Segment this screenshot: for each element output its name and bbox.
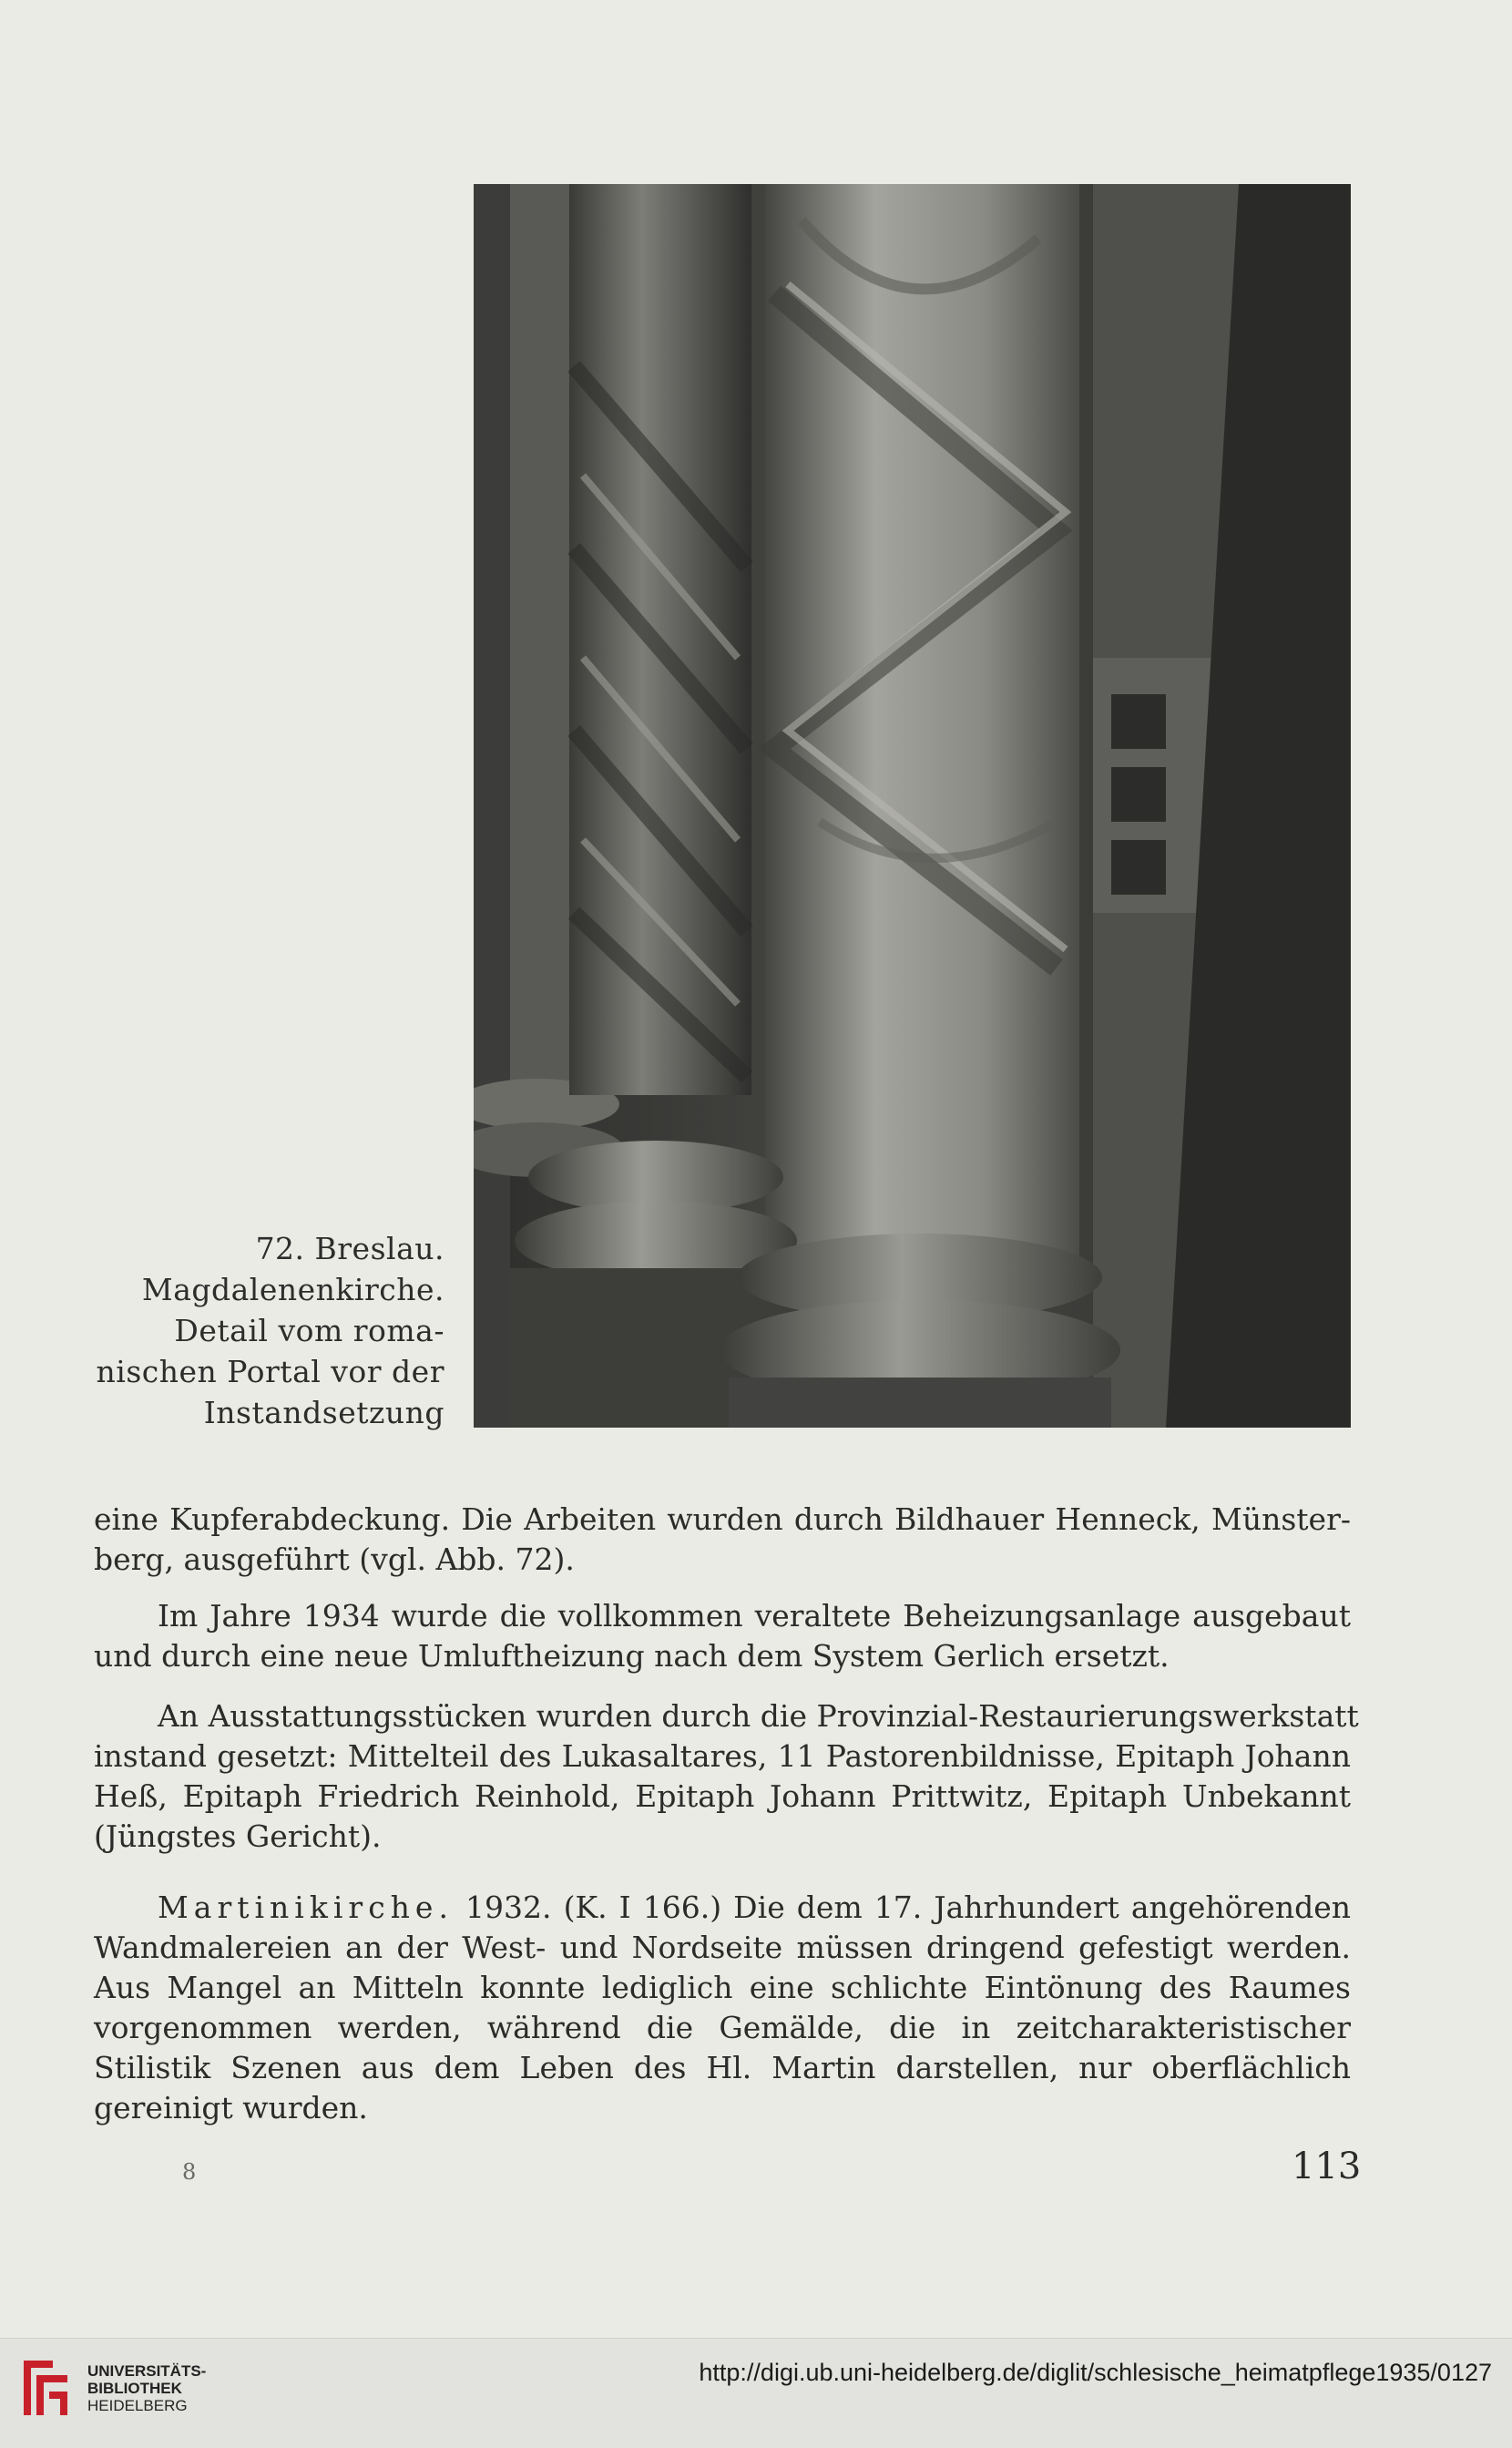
- paragraph-kupferabdeckung: [94, 1500, 1351, 1580]
- text-line: (Jüngstes Gericht).: [94, 1818, 382, 1854]
- text-line: berg, ausgeführt (vgl. Abb. 72).: [94, 1542, 575, 1577]
- caption-line: nischen Portal vor der: [96, 1354, 444, 1389]
- library-name-line: BIBLIOTHEK: [87, 2380, 182, 2397]
- text-line: Stilistik Szenen aus dem Leben des Hl. Martin darstellen, nur oberflächlich: [94, 2050, 1351, 2085]
- text-line: gereinigt wurden.: [94, 2090, 368, 2125]
- text-line: instand gesetzt: Mittelteil des Lukasaltares, 11 Pastorenbildnisse, Epitaph Johann: [94, 1738, 1351, 1774]
- text-line: Im Jahre 1934 wurde die vollkommen veraltete Beheizungsanlage ausgebaut: [158, 1598, 1351, 1634]
- university-library-logo-icon[interactable]: [16, 2351, 75, 2424]
- caption-line: Detail vom roma-: [174, 1313, 444, 1348]
- text-line-rest: 1932. (K. I 166.) Die dem 17. Jahrhundert angehörenden: [453, 1890, 1351, 1925]
- caption-line: Magdalenenkirche.: [141, 1272, 444, 1307]
- photograph-portal-columns: [474, 184, 1351, 1428]
- paragraph-ausstattung: [94, 1696, 1359, 1857]
- library-footer: [0, 2338, 1512, 2448]
- text-line: eine Kupferabdeckung. Die Arbeiten wurden durch Bildhauer Henneck, Münster-: [94, 1501, 1351, 1537]
- text-line: Wandmalereien an der West- und Nordseite müssen dringend gefestigt werden.: [94, 1930, 1351, 1965]
- caption-line: Instandsetzung: [203, 1395, 444, 1430]
- signature-mark: 8: [182, 2159, 197, 2185]
- text-line: Aus Mangel an Mitteln konnte lediglich eine schlichte Eintönung des Raumes: [94, 1970, 1351, 2005]
- paragraph-beheizung: [94, 1596, 1351, 1676]
- romanesque-columns-image: [474, 184, 1351, 1428]
- text-line: An Ausstattungsstücken wurden durch die Provinzial-Restaurierungswerkstatt: [158, 1698, 1359, 1734]
- text-line: [94, 1888, 1351, 1928]
- page-number: 113: [1292, 2146, 1362, 2187]
- text-line: vorgenommen werden, während die Gemälde, die in zeitcharakteristischer: [94, 2010, 1351, 2045]
- permalink-url[interactable]: http://digi.ub.uni-heidelberg.de/diglit/schlesische_heimatpflege1935/0127: [699, 2359, 1492, 2386]
- library-name: [87, 2362, 206, 2414]
- church-name-spaced: Martinikirche.: [158, 1890, 454, 1925]
- text-line: Heß, Epitaph Friedrich Reinhold, Epitaph Johann Prittwitz, Epitaph Unbekannt: [94, 1778, 1351, 1814]
- paragraph-martinikirche: [94, 1888, 1351, 2128]
- library-name-line: HEIDELBERG: [87, 2397, 188, 2414]
- library-name-line: UNIVERSITÄTS-: [87, 2362, 207, 2380]
- caption-line: 72. Breslau.: [255, 1231, 444, 1266]
- figure-caption: [55, 1228, 444, 1433]
- text-line: und durch eine neue Umluftheizung nach dem System Gerlich ersetzt.: [94, 1638, 1170, 1674]
